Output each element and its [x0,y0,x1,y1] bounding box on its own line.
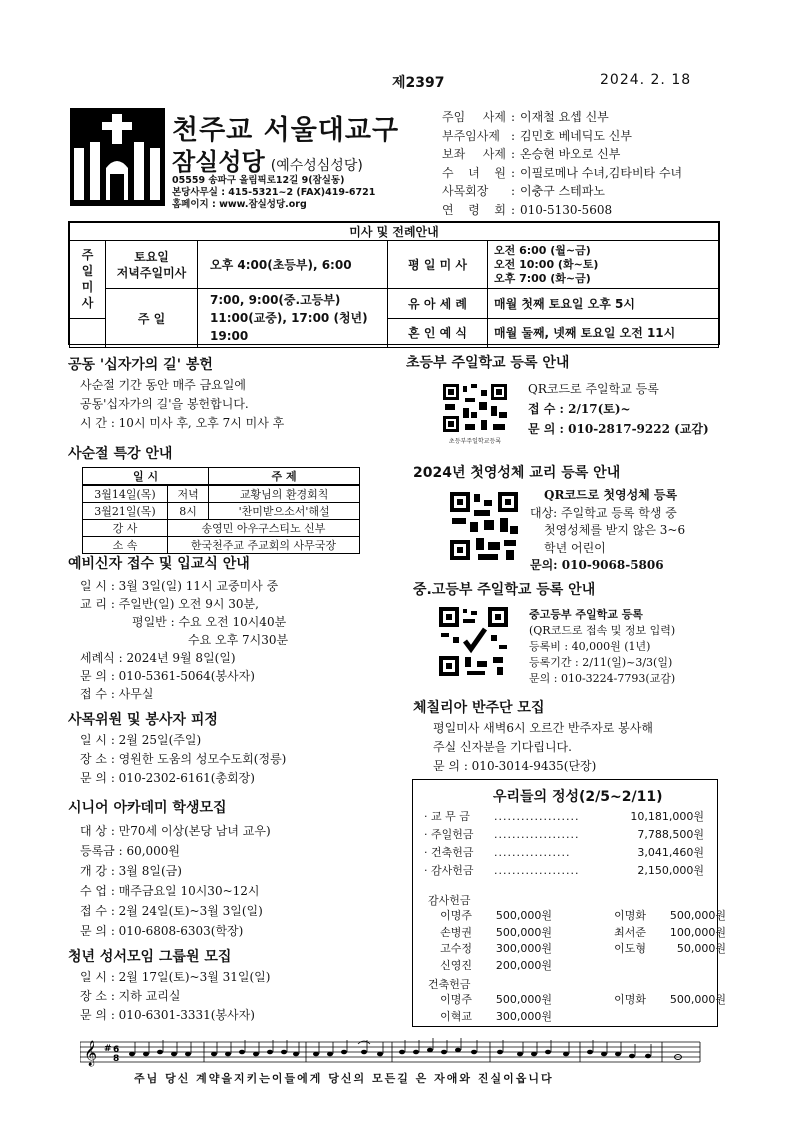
lecture-topic: '찬미받으소서'해설 [209,503,360,520]
cross-section [68,354,284,433]
youth-line: 장 소 : 지하 교리실 [80,989,181,1003]
offering-dots: ................... [494,828,580,841]
sunday-time: 19:00 [210,329,249,343]
staff-label: 수 녀 원 [442,165,506,180]
music-staff [80,1038,710,1068]
donor-amount: 100,000원 [669,925,726,939]
catechumen-section [68,553,288,703]
infant-baptism-value: 매월 첫째 토요일 오후 5시 [488,289,719,319]
retreat-line: 문 의 : 010-2302-6161(총회장) [80,771,255,785]
sunday-time: 11:00(교중), 17:00 (청년) [210,311,368,325]
weekday-time: 오전 10:00 (화~토) [494,257,599,271]
donor-name: 이명화 [614,993,646,1006]
lecture-table [82,467,360,554]
cross-line: 공동'십자가의 길'을 봉헌합니다. [80,397,249,411]
senior-line: 개 강 : 3월 8일(금) [80,864,182,878]
offering-label: · 주일헌금 [424,828,474,841]
parish-subtitle: (예수성심성당) [270,158,363,174]
staff-label: 연 령 회 [442,202,506,217]
offering-label: · 교 무 금 [424,810,470,823]
senior-line: 수 업 : 매주금요일 10시30~12시 [80,884,260,898]
section-title: 체칠리아 반주단 모집 [413,700,545,716]
cross-line: 시 간 : 10시 미사 후, 오후 7시 미사 후 [80,416,285,430]
donor-name: 최서준 [614,925,646,939]
senior-line: 문 의 : 010-6808-6303(학장) [80,924,244,938]
donor-name: 이명주 [440,909,472,922]
offering-amount: 10,181,000원 [630,810,704,823]
donor-amount: 300,000원 [495,1009,552,1023]
offering-amount: 7,788,500원 [637,828,704,841]
issue-date: 2024. 2. 18 [600,72,692,88]
offering-amount: 3,041,460원 [637,846,704,859]
donor-amount: 50,000원 [676,942,726,955]
staff-label: 보좌 사제 [442,147,506,161]
speaker: 송영민 아우구스티노 신부 [168,520,360,537]
svg-text:8: 8 [113,1054,120,1064]
mass-table-title: 미사 및 전례안내 [70,223,719,241]
donor-amount: 500,000원 [495,993,552,1006]
youth-section [68,946,270,1025]
lecture-section-title [68,443,172,463]
staff-label: 주임 사제 [442,110,506,124]
lecture-col-header: 주 제 [209,468,360,486]
catechumen-line: 교 리 : 주일반(일) 오전 9시 30분, [80,597,259,611]
parish-name: 잠실성당 [172,148,265,176]
section-title: 시니어 아카데미 학생모집 [68,800,227,816]
donor-name: 고수정 [440,942,472,955]
catechumen-line: 일 시 : 3월 3일(일) 11시 교중미사 중 [80,579,279,593]
senior-line: 대 상 : 만70세 이상(본당 남녀 교우) [80,824,271,838]
saturday-times: 오후 4:00(초등부), 6:00 [198,241,388,289]
org: 한국천주교 주교회의 사무국장 [168,537,360,554]
catechumen-line: 접 수 : 사무실 [80,687,154,701]
communion-qr-icon[interactable] [448,490,520,562]
staff-list: 주임 사제 : 이재철 요셉 신부 부주임사제 : 김민호 베네딕도 신부 보좌 사제 : 온승현 바오로 신부 수 녀 원 : 이필로메나 수녀,김타비타 수녀 사목회장 : 이충구 스테파노 연 령 회 : 010-5130-5608 [442,108,682,219]
communion-section [413,462,620,482]
choir-line: 주실 신자분을 기다립니다. [433,740,572,754]
church-logo [70,108,165,206]
sunday-school-line: 접 수 : 2/17(토)~ [528,402,631,416]
highschool-line: 등록비 : 40,000원 (1년) [529,640,651,653]
highschool-line: 중고등부 주일학교 등록 [529,608,643,621]
lecture-col-header: 일 시 [83,468,209,486]
building-label: 건축헌금 [428,978,471,991]
donor-name: 손병권 [440,925,472,939]
highschool-line: 문의 : 010-3224-7793(교감) [529,672,676,685]
weekday-label: 평 일 미 사 [388,241,488,289]
staff-label: 부주임사제 [442,128,500,143]
donor-name: 이혁교 [440,1009,472,1023]
sunday-school-line: 문 의 : 010-2817-9222 (교감) [528,422,709,436]
staff-value: 010-5130-5608 [520,202,613,217]
homepage[interactable]: 홈페이지 : www.잠실성당.org [172,199,307,210]
catechumen-line: 수요 오후 7시30분 [188,633,289,647]
svg-text:#: # [104,1044,112,1054]
youth-line: 문 의 : 010-6301-3331(봉사자) [80,1008,255,1022]
sunday-label: 주 일 [106,289,198,348]
issue-number: 제2397 [392,75,445,91]
highschool-section [413,579,595,599]
donor-name: 이명화 [614,909,646,922]
offering-dots: ................... [494,810,580,823]
address: 05559 송파구 올림픽로12길 9(잠실동) [172,175,345,186]
communion-line: QR코드로 첫영성체 등록 [544,488,678,502]
choir-line: 평일미사 새벽6시 오르간 반주자로 봉사해 [433,721,653,735]
staff-label: 사목회장 [442,184,489,198]
section-title: 초등부 주일학교 등록 안내 [406,355,570,371]
communion-line: 학년 어린이 [544,540,606,555]
cross-line: 사순절 기간 동안 매주 금요일에 [80,378,246,392]
sunday-school-qr-icon[interactable] [441,382,509,434]
sunday-mass-label: 주일 미사 [70,241,106,319]
weekday-time: 오후 7:00 (화~금) [494,271,591,285]
communion-line: 문의: 010-9068-5806 [530,558,664,572]
thanks-list [420,908,726,974]
lecture-time: 8시 [168,503,209,520]
sunday-school-line: QR코드로 주일학교 등록 [528,382,659,396]
lecture-date: 3월21일(목) [83,503,168,520]
retreat-section [68,709,286,788]
highschool-info [529,607,675,687]
offering-dots: ................. [494,846,571,859]
diocese-title: 천주교 서울대교구 [172,115,400,146]
catechumen-line: 평일반 : 수요 오전 10시40분 [132,615,287,629]
mass-schedule-table [68,221,720,345]
staff-value: 이충구 스테파노 [520,184,605,198]
building-list [420,992,726,1025]
wedding-value: 매월 둘째, 넷째 토요일 오전 11시 [488,318,719,348]
speaker-label: 강 사 [83,520,168,537]
choir-line: 문 의 : 010-3014-9435(단장) [433,759,597,773]
offering-title: 우리들의 정성(2/5~2/11) [493,789,663,805]
lecture-time: 저녁 [168,485,209,503]
treble-clef-icon: 𝄞 [84,1041,98,1066]
catechumen-line: 세례식 : 2024년 9월 8일(일) [80,651,236,665]
catechumen-line: 문 의 : 010-5361-5064(봉사자) [80,669,255,683]
donor-name: 이명주 [440,993,472,1006]
sunday-school-section [406,352,569,372]
senior-section [68,797,271,941]
office-phone: 본당사무실 : 415-5321~2 (FAX)419-6721 [172,187,376,198]
donor-amount: 500,000원 [495,925,552,939]
highschool-line: 등록기간 : 2/11(일)~3/3(일) [529,656,673,669]
highschool-line: (QR코드로 접속 및 정보 입력) [529,624,676,637]
offering-label: · 감사헌금 [424,864,474,877]
donor-amount: 200,000원 [495,958,552,972]
offering-amount: 2,150,000원 [637,864,704,877]
senior-line: 접 수 : 2월 24일(토)~3월 3일(일) [80,904,263,918]
section-title: 2024년 첫영성체 교리 등록 안내 [413,465,621,481]
lecture-date: 3월14일(목) [83,485,168,503]
section-title: 예비신자 접수 및 입교식 안내 [68,556,250,572]
highschool-qr-icon[interactable] [437,605,510,678]
lecture-topic: 교황님의 환경회칙 [209,485,360,503]
thanks-label: 감사헌금 [428,894,471,907]
saturday-label: 토요일 저녁주일미사 [106,241,198,289]
section-title: 공동 '십자가의 길' 봉헌 [68,357,213,373]
staff-value: 김민호 베네딕도 신부 [520,128,632,143]
section-title: 청년 성서모임 그룹원 모집 [68,949,232,965]
retreat-line: 장 소 : 영원한 도움의 성모수도회(정릉) [80,752,287,766]
section-title: 중.고등부 주일학교 등록 안내 [413,582,596,598]
qr-caption: 초등부주일학교등록 [448,438,502,445]
donor-amount: 500,000원 [669,909,726,922]
donor-amount: 500,000원 [669,993,726,1006]
retreat-line: 일 시 : 2월 25일(주일) [80,733,202,747]
hymn-lyrics: 주님 당신 계약을지키는이들에게 당신의 모든길 은 자애와 진실이옵니다 [134,1072,554,1085]
section-title: 사순절 특강 안내 [68,446,173,462]
offering-totals [424,808,704,880]
senior-line: 등록금 : 60,000원 [80,844,181,858]
offering-label: · 건축헌금 [424,846,474,859]
weekday-time: 오전 6:00 (월~금) [494,243,591,257]
communion-line: 대상: 주일학교 등록 학생 중 [530,505,677,520]
wedding-label: 혼 인 예 식 [388,318,488,348]
infant-baptism-label: 유 아 세 례 [388,289,488,319]
choir-section [413,697,653,776]
svg-text:6: 6 [113,1045,120,1055]
communion-info [530,487,685,575]
sunday-time: 7:00, 9:00(중.고등부) [210,293,341,307]
donor-name: 이도형 [614,942,646,955]
donor-amount: 500,000원 [495,909,552,922]
offering-dots: ................... [494,864,580,877]
staff-value: 온승현 바오로 신부 [520,147,621,161]
staff-value: 이필로메나 수녀,김타비타 수녀 [520,165,683,180]
communion-line: 첫영성체를 받지 않은 3~6 [544,523,686,537]
org-label: 소 속 [83,537,168,554]
sunday-school-info [528,379,709,439]
section-title: 사목위원 및 봉사자 피정 [68,712,218,728]
staff-value: 이재철 요셉 신부 [520,110,609,124]
donor-amount: 300,000원 [495,942,552,955]
youth-line: 일 시 : 2월 17일(토)~3월 31일(일) [80,970,271,984]
donor-name: 신영진 [440,958,472,972]
